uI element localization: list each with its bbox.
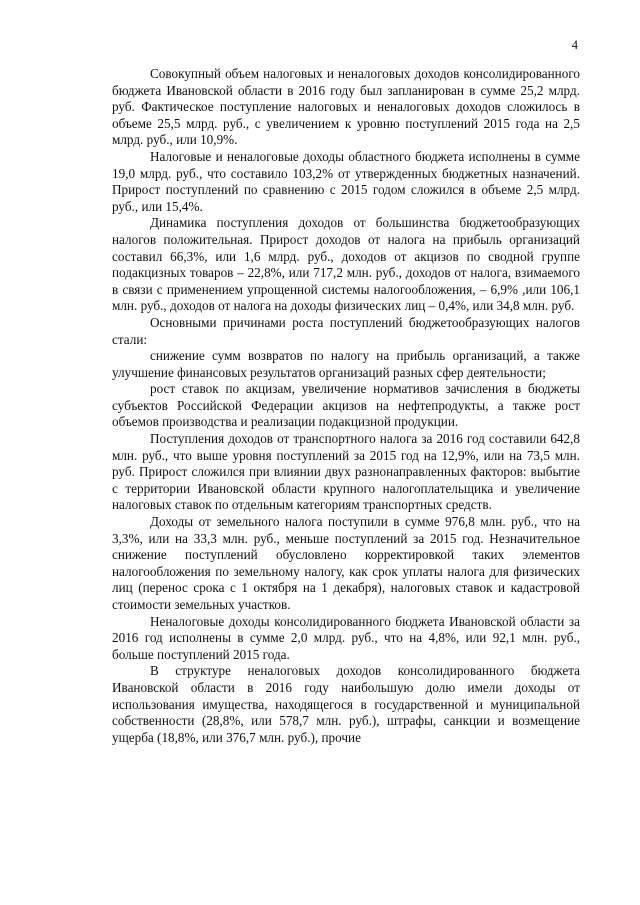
paragraph: Неналоговые доходы консолидированного бюджета Ивановской области за 2016 год исполнены в сумме 2,0 млрд. руб., что на 4,8%, или 92,1 млн. руб., больше поступлений 2015 года.: [112, 613, 580, 662]
paragraph: Поступления доходов от транспортного налога за 2016 год составили 642,8 млн. руб., что выше уровня поступлений за 2015 год на 12,9%, или на 73,5 млн. руб. Прирост сложился при влиянии двух разнонаправленных факторов: выбытие с территории Ивановской области крупного налогоплательщика и увеличение налоговых ставок по отдельным категориям транспортных средств.: [112, 431, 580, 513]
paragraph: Совокупный объем налоговых и неналоговых доходов консолидированного бюджета Ивановской области в 2016 году был запланирован в сумме 25,2 млрд. руб. Фактическое поступление налоговых и неналоговых доходов сложилось в объеме 25,5 млрд. руб., с увеличением к уровню поступлений 2015 года на 2,5 млрд. руб., или 10,9%.: [112, 66, 580, 148]
page-number: 4: [571, 38, 578, 52]
paragraph: Динамика поступления доходов от большинства бюджетообразующих налогов положительная. Прирост доходов от налога на прибыль организаций составил 66,3%, или 1,6 млрд. руб., доходов от акцизов по сводной группе подакцизных товаров – 22,8%, или 717,2 млн. руб., доходов от налога, взимаемого в связи с применением упрощенной системы налогообложения, – 6,9% ,или 106,1 млн. руб., доходов от налога на доходы физических лиц – 0,4%, или 34,8 млн. руб.: [112, 215, 580, 314]
paragraph: В структуре неналоговых доходов консолидированного бюджета Ивановской области в 2016 году наибольшую долю имели доходы от использования имущества, находящегося в государственной и муниципальной собственности (28,8%, или 578,7 млн. руб.), штрафы, санкции и возмещение ущерба (18,8%, или 376,7 млн. руб.), прочие: [112, 663, 580, 745]
paragraph: Налоговые и неналоговые доходы областного бюджета исполнены в сумме 19,0 млрд. руб., что составило 103,2% от утвержденных бюджетных назначений. Прирост поступлений по сравнению с 2015 годом сложился в объеме 2,5 млрд. руб., или 15,4%.: [112, 148, 580, 214]
body-text: [112, 66, 580, 746]
paragraph: снижение сумм возвратов по налогу на прибыль организаций, а также улучшение финансовых результатов организаций разных сфер деятельности;: [112, 348, 580, 380]
paragraph: Доходы от земельного налога поступили в сумме 976,8 млн. руб., что на 3,3%, или на 33,3 млн. руб., меньше поступлений за 2015 год. Незначительное снижение поступлений обусловлено корректировкой таких элементов налогообложения по земельному налогу, как срок уплаты налога для физических лиц (перенос срока с 1 октября на 1 декабря), налоговых ставок и кадастровой стоимости земельных участков.: [112, 514, 580, 612]
paragraph: Основными причинами роста поступлений бюджетообразующих налогов стали:: [112, 314, 580, 347]
paragraph: рост ставок по акцизам, увеличение нормативов зачисления в бюджеты субъектов Российской Федерации акцизов на нефтепродукты, а также рост объемов производства и реализации подакцизной продукции.: [112, 381, 580, 430]
